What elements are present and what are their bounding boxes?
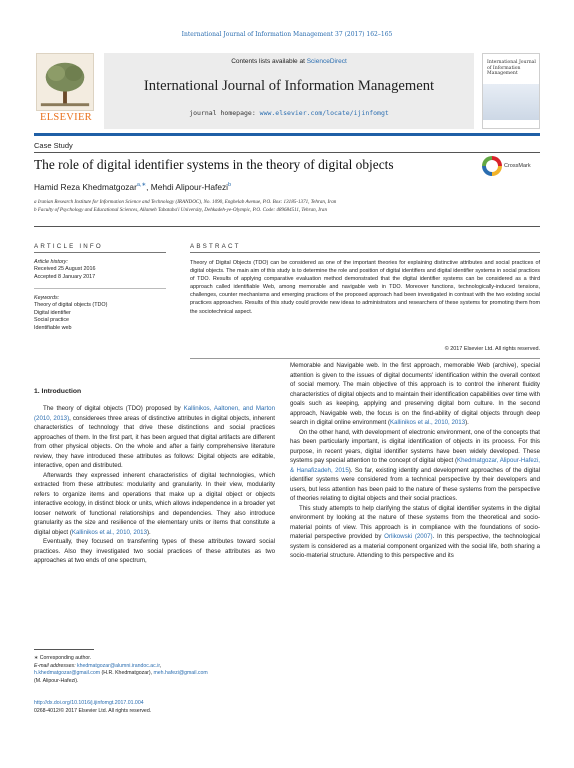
abstract-copyright: © 2017 Elsevier Ltd. All rights reserved. <box>444 346 540 352</box>
text: The theory of digital objects (TDO) proposed by <box>43 405 184 412</box>
text: . In this perspective, the technological system is considered as a material component organized with the social life, both sharing a socio-material structure. Attending to this perspective and its <box>290 533 541 559</box>
journal-cover-thumbnail[interactable] <box>482 53 540 129</box>
journal-reference[interactable]: International Journal of Information Management 37 (2017) 162–165 <box>181 31 393 38</box>
text: ). <box>147 528 151 536</box>
citation-link[interactable]: Kallinikos, Aaltonen, and Marton (2010, 2013) <box>34 405 276 422</box>
author-list: Hamid Reza Khedmatgozar$^{a,∗}$, Mehdi Alipour-Hafezi$^b$ <box>34 182 232 192</box>
journal-homepage <box>104 109 474 117</box>
footnote-divider <box>34 649 94 650</box>
paragraph: Eventually, they focused on transferring types of these attributes toward social practices. Also they investigated two social practices of these attributes as two approaches at two ends of one spectrum, <box>34 538 275 564</box>
paragraph <box>34 471 275 538</box>
email-line: E-mail addresses: khedmatgozar@alumni.irandoc.ac.ir, <box>34 662 162 669</box>
article-info-heading: ARTICLE INFO <box>34 243 103 250</box>
divider <box>190 252 540 253</box>
email-owner: (H.R. Khedmatgozar), <box>100 670 154 677</box>
elsevier-logo[interactable] <box>34 53 98 129</box>
elsevier-tree-icon <box>36 53 94 111</box>
text: Afterwards they expressed inherent characteristics of digital technologies, which extracted from these attributes: modularity and granularity. In their view, modularity refers to organize items and operations that make up a digital object or objects interactive ecology, in distinct block or units, which allows independence in a broader yet looser network of functional relationships and dependencies. They also introduce granularity as the size and resilience of the elementary units or items that constitute a digital object ( <box>34 471 275 536</box>
keyword: Theory of digital objects (TDO) <box>34 302 108 309</box>
sciencedirect-link[interactable]: ScienceDirect <box>306 58 347 65</box>
divider <box>34 152 540 153</box>
journal-name: International Journal of Information Management <box>143 78 435 94</box>
article-footer <box>34 700 294 715</box>
affiliation: b Faculty of Psychology and Educational Sciences, Allameh Tabataba'i University, Dehkadeh-ye-Olympic, P.O. Code: 489684511, Tehran, Iran <box>34 207 327 213</box>
crossmark-icon <box>482 156 502 176</box>
author-name[interactable]: Mehdi Alipour-Hafezi <box>150 182 229 192</box>
homepage-prefix: journal homepage: <box>189 109 260 117</box>
citation-link[interactable]: Orlikowski (2007) <box>384 533 433 540</box>
divider <box>34 252 166 253</box>
body-right-column <box>290 361 540 561</box>
elsevier-wordmark: ELSEVIER <box>40 112 92 123</box>
contents-prefix: Contents lists available at <box>231 58 307 65</box>
text: , considerees three areas of distinctive attributes in digital objects, inherent characteristics of technology that drive these distinctions and social practices approaches of them. In the first part, it has been argued that digital artifacts are different from other physical objects. On the whole and after a fairly comprehensive literature review, they have introduced these attributes as follows: Digital objects are editable, interactive, open and distributed. <box>34 414 275 469</box>
paragraph <box>290 504 540 561</box>
accepted-date: Accepted 8 January 2017 <box>34 273 96 280</box>
citation-link[interactable]: Kallinikos et al., 2010, 2013 <box>71 528 147 536</box>
issn-line: 0268-4012/© 2017 Elsevier Ltd. All rights reserved. <box>34 707 152 714</box>
keywords-label: Keywords: <box>34 295 60 301</box>
affiliation: a Iranian Research Institute for Information Science and Technology (IRANDOC), No. 1090, Enghelab Avenue, P.O. Box: 13185-1371, Tehran, Iran <box>34 199 337 205</box>
divider <box>34 288 166 289</box>
homepage-link[interactable]: www.elsevier.com/locate/ijinfomgt <box>259 109 389 117</box>
divider <box>34 226 540 227</box>
body-left-column <box>34 404 275 566</box>
text: ). So far, existing identity and development approaches of the digital identifier systems were considered from a technical perspective by their developers and users, but less attention has been paid to the nature of these systems from the perspective of theories relating to digital objects and their social practices. <box>290 466 540 502</box>
paragraph <box>290 361 540 428</box>
citation-link[interactable]: Kallinikos et al., 2010, 2013 <box>390 419 466 426</box>
abstract-text: Theory of Digital Objects (TDO) can be considered as one of the important theories for explaining distinctive attributes and social practices of digital objects. The main aim of this study is to determine the role and position of digital identifiers and digital identifier systems in social practices of TDO. Results of applying comparative evaluation method demonstrated that the digital identifier systems can be considered as a third approach called identifiable Web, among memorable and navigable web in TDO. Moreover functions, technologically-induced tensions, challenges, counter mechanisms and emerging practices of the proposed approach had been investigated in contrast with the two existing social practices approaches. Results of this study could provide new ideas to administrators and researchers of these systems for promoting them from the sociotechnical aspect. <box>190 260 540 315</box>
author-affiliation-marker[interactable]: b <box>228 182 232 189</box>
text: ). <box>465 419 469 426</box>
footnote <box>34 655 274 685</box>
email-link[interactable]: khedmatgozar@alumni.irandoc.ac.ir <box>76 662 160 669</box>
email-line <box>34 670 274 678</box>
paragraph <box>290 428 540 504</box>
author-affiliation-marker[interactable]: a,∗ <box>136 182 147 189</box>
email-link[interactable]: meh.hafezi@gmail.com <box>153 670 208 677</box>
citation-link[interactable]: Khedmatgozar, Alipour-Hafezi, & Hanafizadeh, 2015 <box>290 457 540 474</box>
email-owner: (M. Alipour-Hafezi). <box>34 677 79 684</box>
keywords <box>34 295 166 332</box>
header-divider <box>34 133 540 136</box>
cover-band <box>483 84 539 120</box>
text: Memorable and Navigable web. In the first approach, memorable Web (archive), special attention is given to the issues of digital documents' identification within the overall context of social memory. The main objective of this approach is to control the inherent fluidity characteristics of digital objects and to maintain their identification capabilities over time with goals such as keeping, applying and preserving digital born culture. In the second approach, Navigable web, the focus is on the find-ability of digital objects through deep search in digital online environment ( <box>290 362 540 426</box>
keyword: Identifiable web <box>34 324 72 331</box>
contents-line <box>104 58 474 65</box>
email-label: E-mail addresses: <box>34 662 77 669</box>
received-date: Received 25 August 2016 <box>34 266 96 273</box>
keyword: Digital identifier <box>34 309 71 316</box>
history-label: Article history: <box>34 259 68 265</box>
section-heading: 1. Introduction <box>34 388 82 395</box>
keyword: Social practice <box>34 317 70 324</box>
article-type: Case Study <box>34 141 73 150</box>
divider <box>190 358 540 359</box>
text: On the other hand, with development of electronic environment, one of the concepts that has been particularly important, is digital identification of objects in its process. For this purpose, in recent years, digital identifier systems have been widely developed. These systems pay special attention to the concept of digital object ( <box>290 428 540 464</box>
corresponding-author: ∗ Corresponding author. <box>34 655 92 661</box>
cover-title: International Journal of Information Management <box>487 60 536 77</box>
text: This study attempts to help clarifying the status of digital identifier systems in the digital environment by looking at the nature of these systems from the theoretical and socio-material points of view. This approach is in compliance with the foundations of socio-material perspective provided by <box>290 504 540 540</box>
crossmark-label: CrossMark <box>504 163 531 169</box>
paragraph <box>34 404 275 471</box>
journal-header <box>34 53 540 129</box>
article-title: The role of digital identifier systems in the theory of digital objects <box>34 157 394 172</box>
author-name[interactable]: Hamid Reza Khedmatgozar <box>34 182 137 192</box>
crossmark-badge[interactable] <box>482 156 542 178</box>
journal-masthead <box>104 53 474 129</box>
doi-link[interactable]: http://dx.doi.org/10.1016/j.ijinfomgt.2017.01.004 <box>34 700 144 706</box>
abstract-heading: ABSTRACT <box>190 243 241 250</box>
email-link[interactable]: h.khedmatgozar@gmail.com <box>34 670 101 677</box>
article-history <box>34 259 166 281</box>
